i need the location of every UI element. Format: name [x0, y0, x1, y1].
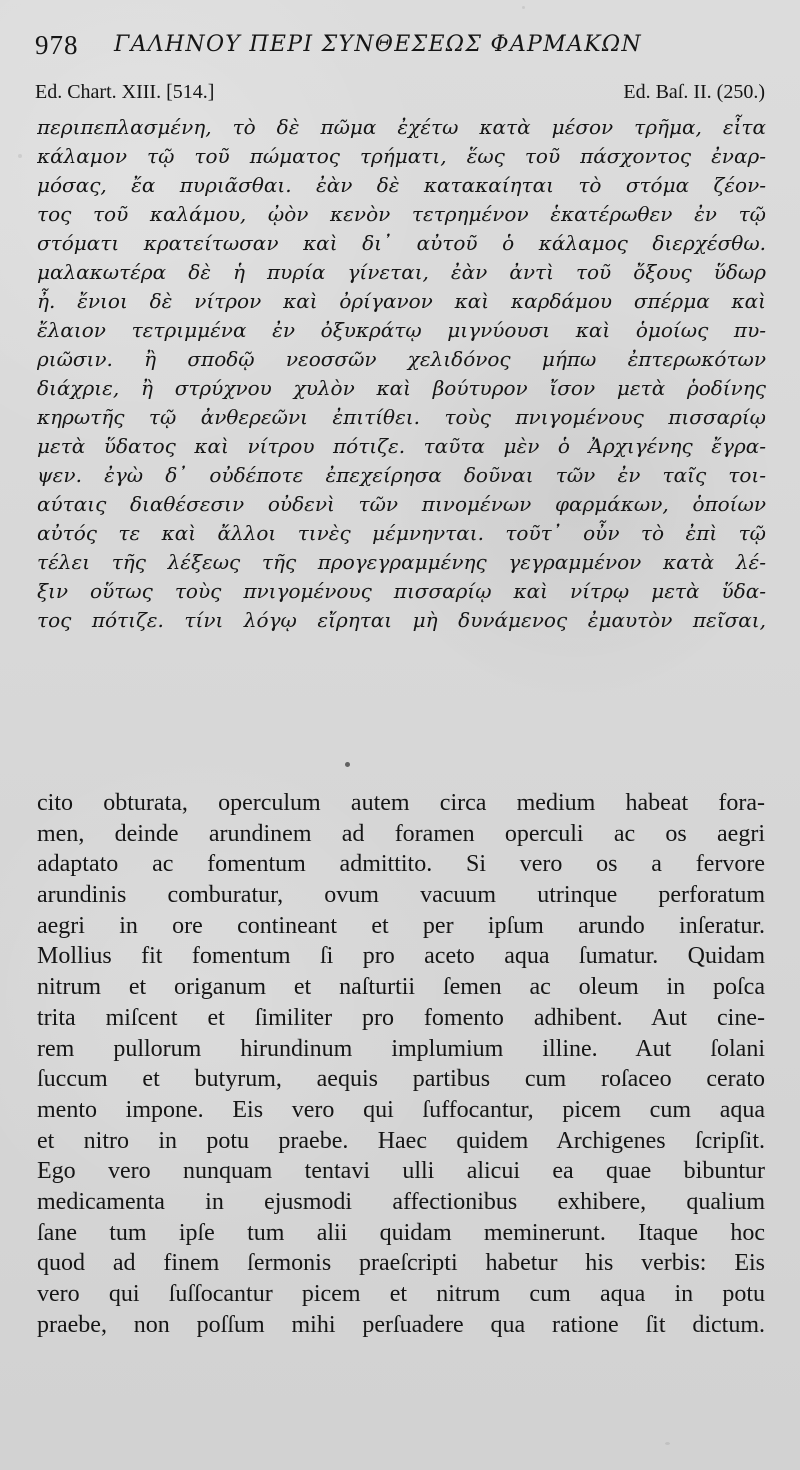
- latin-text-line: aegri in ore contineant et per ipſum arundo inſeratur.: [37, 912, 765, 939]
- latin-text-line: Mollius fit fomentum ſi pro aceto aqua ſumatur. Quidam: [37, 943, 765, 970]
- latin-text-line: et nitro in potu praebe. Haec quidem Archigenes ſcripſit.: [37, 1127, 765, 1154]
- latin-text-line: nitrum et origanum et naſturtii ſemen ac oleum in poſca: [37, 974, 765, 1001]
- latin-text-line: arundinis comburatur, ovum vacuum utrinque perforatum: [37, 882, 765, 909]
- greek-text-line: ἔλαιον τετριμμένα ἐν ὀξυκράτῳ μιγνύουσι καὶ ὁμοίως πυ-: [37, 318, 766, 342]
- latin-text-line: ſane tum ipſe tum alii quidam meminerunt. Itaque hoc: [37, 1219, 765, 1246]
- page-number: 978: [35, 30, 79, 60]
- greek-text-line: αὐτός τε καὶ ἄλλοι τινὲς μέμνηνται. τοῦτ᾽ οὖν τὸ ἐπὶ τῷ: [37, 521, 766, 545]
- section-divider-dot: [345, 762, 350, 767]
- page-speck: [18, 154, 22, 158]
- greek-text-line: κηρωτῆς τῷ ἀνθερεῶνι ἐπιτίθει. τοὺς πνιγομένους πισσαρίῳ: [37, 405, 766, 429]
- latin-text-line: praebe, non poſſum mihi perſuadere qua ratione ſit dictum.: [37, 1311, 765, 1338]
- page-speck: [522, 6, 525, 9]
- greek-text-line: μετὰ ὕδατος καὶ νίτρου πότιζε. ταῦτα μὲν ὁ Ἀρχιγένης ἔγρα-: [37, 434, 766, 458]
- edition-reference-line: [35, 80, 765, 106]
- page-speck: [665, 1442, 670, 1445]
- edition-reference-right: Ed. Baſ. II. (250.): [623, 81, 765, 103]
- greek-text-line: ψεν. ἐγὼ δ᾽ οὐδέποτε ἐπεχείρησα δοῦναι τῶν ἐν ταῖς τοι-: [37, 463, 766, 487]
- latin-text-line: men, deinde arundinem ad foramen operculi ac os aegri: [37, 820, 765, 847]
- latin-text-line: quod ad finem ſermonis praeſcripti habetur his verbis: Eis: [37, 1250, 765, 1277]
- greek-text-line: ξιν οὕτως τοὺς πνιγομένους πισσαρίῳ καὶ νίτρῳ μετὰ ὕδα-: [37, 579, 766, 603]
- latin-text-line: adaptato ac fomentum admittito. Si vero os a fervore: [37, 851, 765, 878]
- greek-text-line: ἦ. ἔνιοι δὲ νίτρον καὶ ὀρίγανον καὶ καρδάμου σπέρμα καὶ: [37, 289, 766, 313]
- greek-text-line: τος πότιζε. τίνι λόγῳ εἴρηται μὴ δυνάμενος ἐμαυτὸν πεῖσαι,: [37, 608, 766, 632]
- latin-text-line: Ego vero nunquam tentavi ulli alicui ea quae bibuntur: [37, 1158, 765, 1185]
- greek-text-line: διάχριε, ἢ στρύχνου χυλὸν καὶ βούτυρον ἴσον μετὰ ῥοδίνης: [37, 376, 766, 400]
- greek-text-line: τέλει τῆς λέξεως τῆς προγεγραμμένης γεγραμμένον κατὰ λέ-: [37, 550, 766, 574]
- latin-text-line: rem pullorum hirundinum implumium illine. Aut ſolani: [37, 1035, 765, 1062]
- greek-text-line: αύταις διαθέσεσιν οὐδενὶ τῶν πινομένων φαρμάκων, ὁποίων: [37, 492, 766, 516]
- edition-reference-left: Ed. Chart. XIII. [514.]: [35, 81, 215, 103]
- latin-text-line: vero qui ſuſſocantur picem et nitrum cum aqua in potu: [37, 1281, 765, 1307]
- greek-text-line: μόσας, ἔα πυριᾶσθαι. ἐὰν δὲ κατακαίηται τὸ στόμα ζέον-: [37, 173, 766, 197]
- greek-text-block: [37, 113, 766, 635]
- latin-text-line: ſuccum et butyrum, aequis partibus cum roſaceo cerato: [37, 1066, 765, 1093]
- latin-text-line: mento impone. Eis vero qui ſuffocantur, picem cum aqua: [37, 1096, 765, 1123]
- greek-text-line: περιπεπλασμένη, τὸ δὲ πῶμα ἐχέτω κατὰ μέσον τρῆμα, εἶτα: [37, 115, 766, 139]
- latin-text-line: medicamenta in ejusmodi affectionibus exhibere, qualium: [37, 1188, 765, 1215]
- greek-text-line: στόματι κρατείτωσαν καὶ δι᾽ αὐτοῦ ὁ κάλαμος διερχέσθω.: [37, 231, 766, 255]
- greek-text-line: κάλαμον τῷ τοῦ πώματος τρήματι, ἕως τοῦ πάσχοντος ἐναρ-: [37, 144, 766, 168]
- page-header: [35, 28, 775, 62]
- greek-text-line: τος τοῦ καλάμου, ᾠὸν κενὸν τετρημένον ἑκατέρωθεν ἐν τῷ: [37, 202, 766, 226]
- greek-text-line: ριῶσιν. ἢ σποδῷ νεοσσῶν χελιδόνος μήπω ἐπτερωκότων: [37, 347, 766, 371]
- greek-text-line: μαλακωτέρα δὲ ἡ πυρία γίνεται, ἐὰν ἀντὶ τοῦ ὄξους ὕδωρ: [37, 260, 766, 284]
- latin-text-line: trita miſcent et ſimiliter pro fomento adhibent. Aut cine-: [37, 1004, 765, 1031]
- latin-text-block: [37, 788, 765, 1340]
- running-title: ΓΑΛΗΝΟΥ ΠΕΡΙ ΣΥΝΘΕΣΕΩΣ ΦΑΡΜΑΚΩΝ: [114, 32, 642, 57]
- latin-text-line: cito obturata, operculum autem circa medium habeat fora-: [37, 790, 765, 816]
